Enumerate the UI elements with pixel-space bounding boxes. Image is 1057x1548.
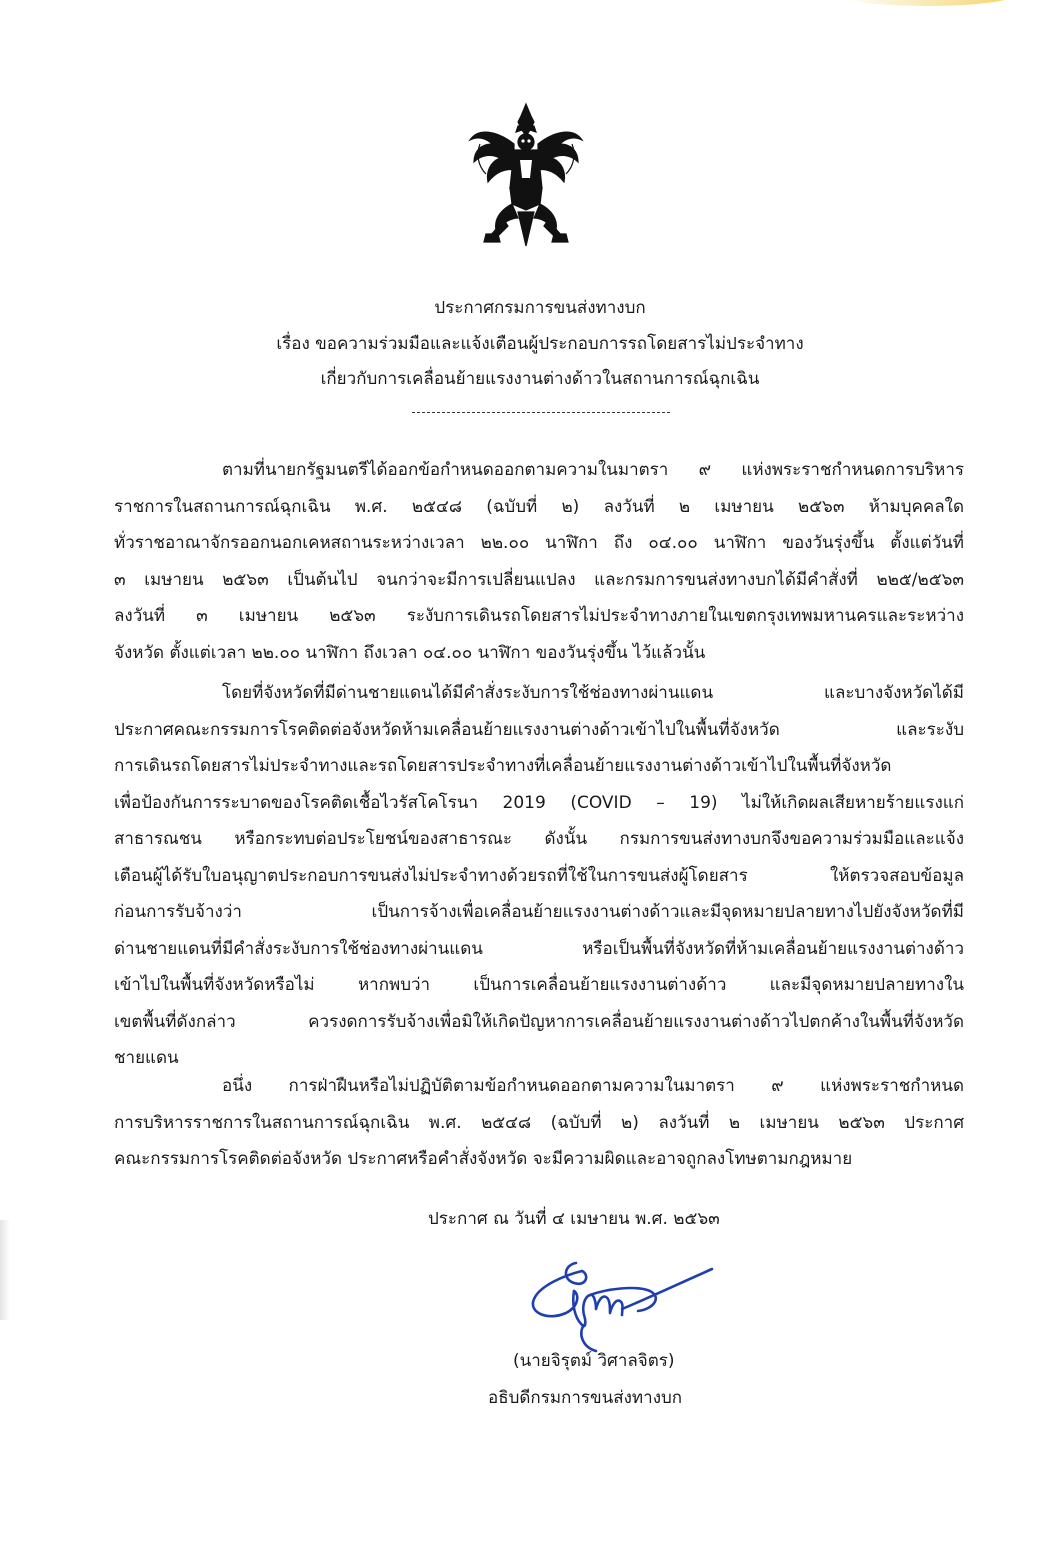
paragraph-line: ทั่วราชอาณาจักรออกนอกเคหสถานระหว่างเวลา ๒๒.๐๐ นาฬิกา ถึง ๐๔.๐๐ นาฬิกา ของวันรุ่งขึ้น ตั้งแต่วันที่ bbox=[114, 533, 964, 553]
paragraph-line: คณะกรรมการโรคติดต่อจังหวัด ประกาศหรือคำสั่งจังหวัด จะมีความผิดและอาจถูกลงโทษตามกฎหมาย bbox=[114, 1149, 853, 1169]
paragraph-line: ๓ เมษายน ๒๕๖๓ เป็นต้นไป จนกว่าจะมีการเปลี่ยนแปลง และกรมการขนส่งทางบกได้มีคำสั่งที่ ๒๒๕/๒๕๖๓ bbox=[114, 569, 964, 590]
paragraph-line: สาธารณชน หรือกระทบต่อประโยชน์ของสาธารณะ ดังนั้น กรมการขนส่งทางบกจึงขอความร่วมมือและแจ้ง bbox=[114, 829, 964, 849]
paragraph-line: โดยที่จังหวัดที่มีด่านชายแดนได้มีคำสั่งระงับการใช้ช่องทางผ่านแดน และบางจังหวัดได้มี bbox=[222, 683, 964, 703]
announcement-issuer: ประกาศกรมการขนส่งทางบก bbox=[434, 298, 646, 318]
paragraph-line: เพื่อป้องกันการระบาดของโรคติดเชื้อไวรัสโคโรนา 2019 (COVID – 19) ไม่ให้เกิดผลเสียหายร้ายแรงแก่ bbox=[114, 792, 964, 813]
signer-title: อธิบดีกรมการขนส่งทางบก bbox=[488, 1388, 683, 1408]
paragraph-line: ก่อนการรับจ้างว่า เป็นการจ้างเพื่อเคลื่อนย้ายแรงงานต่างด้าวและมีจุดหมายปลายทางไปยังจังหวัดที่มี bbox=[114, 902, 964, 922]
paragraph-line: ตามที่นายกรัฐมนตรีได้ออกข้อกำหนดออกตามความในมาตรา ๙ แห่งพระราชกำหนดการบริหาร bbox=[222, 460, 964, 480]
paragraph-line: เข้าไปในพื้นที่จังหวัดหรือไม่ หากพบว่า เป็นการเคลื่อนย้ายแรงงานต่างด้าว และมีจุดหมายปลายทางใน bbox=[114, 975, 964, 995]
header-divider bbox=[412, 412, 670, 413]
paragraph-line: การบริหารราชการในสถานการณ์ฉุกเฉิน พ.ศ. ๒๕๔๘ (ฉบับที่ ๒) ลงวันที่ ๒ เมษายน ๒๕๖๓ ประกาศ bbox=[114, 1112, 964, 1133]
subject-line-1: เรื่อง ขอความร่วมมือและแจ้งเตือนผู้ประกอบการรถโดยสารไม่ประจำทาง bbox=[276, 334, 804, 354]
paragraph-3 bbox=[114, 1068, 964, 1178]
paragraph-line: เขตพื้นที่ดังกล่าว ควรงดการรับจ้างเพื่อมิให้เกิดปัญหาการเคลื่อนย้ายแรงงานต่างด้าวไปตกค้างในพื้นที่จังหวัด bbox=[114, 1011, 964, 1032]
subject-line-2: เกี่ยวกับการเคลื่อนย้ายแรงงานต่างด้าวในสถานการณ์ฉุกเฉิน bbox=[320, 369, 760, 389]
announcement-date: ประกาศ ณ วันที่ ๔ เมษายน พ.ศ. ๒๕๖๓ bbox=[428, 1209, 720, 1229]
paragraph-line: ด่านชายแดนที่มีคำสั่งระงับการใช้ช่องทางผ่านแดน หรือเป็นพื้นที่จังหวัดที่ห้ามเคลื่อนย้ายแรงงานต่างด้าว bbox=[114, 938, 964, 959]
paragraph-2 bbox=[114, 675, 964, 1077]
signer-name: (นายจิรุตม์ วิศาลจิตร) bbox=[513, 1351, 675, 1371]
paragraph-1 bbox=[114, 452, 964, 671]
page-edge-shadow bbox=[0, 1220, 10, 1320]
paragraph-line: ชายแดน bbox=[114, 1048, 179, 1068]
garuda-emblem-icon bbox=[466, 100, 586, 260]
paragraph-line: เตือนผู้ได้รับใบอนุญาตประกอบการขนส่งไม่ประจำทางด้วยรถที่ใช้ในการขนส่งผู้โดยสาร ให้ตรวจสอบข้อมูล bbox=[114, 865, 964, 886]
paragraph-line: ประกาศคณะกรรมการโรคติดต่อจังหวัดห้ามเคลื่อนย้ายแรงงานต่างด้าวเข้าไปในพื้นที่จังหวัด และระงับ bbox=[114, 719, 964, 740]
paragraph-line: การเดินรถโดยสารไม่ประจำทางและรถโดยสารประจำทางที่เคลื่อนย้ายแรงงานต่างด้าวเข้าไปในพื้นที่จังหวัด bbox=[114, 756, 892, 776]
paragraph-line: ลงวันที่ ๓ เมษายน ๒๕๖๓ ระงับการเดินรถโดยสารไม่ประจำทางภายในเขตกรุงเทพมหานครและระหว่าง bbox=[114, 606, 964, 626]
paragraph-line: จังหวัด ตั้งแต่เวลา ๒๒.๐๐ นาฬิกา ถึงเวลา ๐๔.๐๐ นาฬิกา ของวันรุ่งขึ้น ไว้แล้วนั้น bbox=[114, 642, 706, 663]
corner-smudge bbox=[837, 0, 1017, 6]
paragraph-line: ราชการในสถานการณ์ฉุกเฉิน พ.ศ. ๒๕๔๘ (ฉบับที่ ๒) ลงวันที่ ๒ เมษายน ๒๕๖๓ ห้ามบุคคลใด bbox=[114, 496, 964, 517]
paragraph-line: อนึ่ง การฝ่าฝืนหรือไม่ปฏิบัติตามข้อกำหนดออกตามความในมาตรา ๙ แห่งพระราชกำหนด bbox=[222, 1076, 964, 1096]
